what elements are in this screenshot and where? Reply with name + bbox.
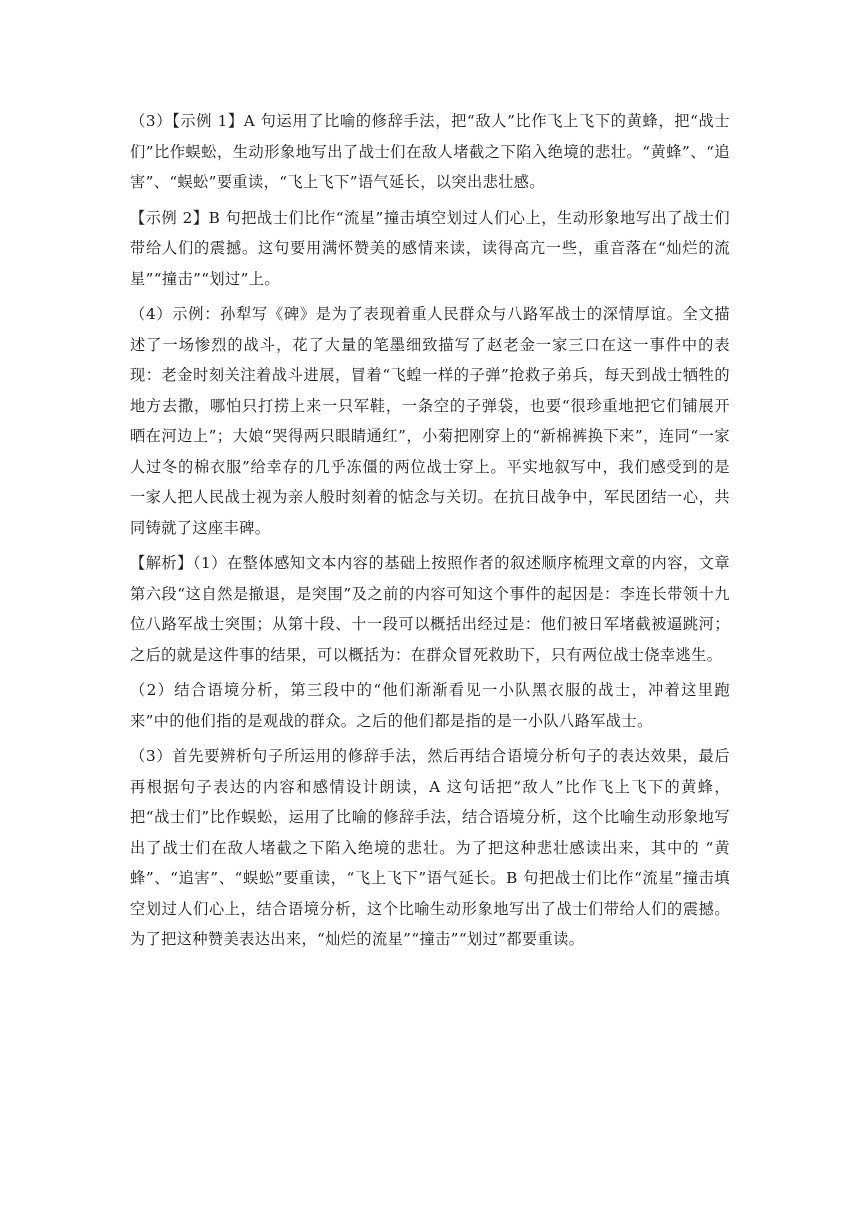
paragraph-answer-4: （4）示例：孙犁写《碑》是为了表现着重人民群众与八路军战士的深情厚谊。全文描述了一场惨烈的战斗，花了大量的笔墨细致描写了赵老金一家三口在这一事件中的表现：老金时刻关注着战斗进展，冒着“飞蝗一样的子弹”抢救子弟兵，每天到战士牺牲的地方去撒，哪怕只打捞上来一只军鞋，一条空的子弹袋，也要“很珍重地把它们铺展开晒在河边上”；大娘“哭得两只眼睛通红”，小菊把刚穿上的“新棉裤换下来”，连同“一家人过冬的棉衣服”给幸存的几乎冻僵的两位战士穿上。平实地叙写中，我们感受到的是一家人把人民战士视为亲人般时刻着的惦念与关切。在抗日战争中，军民团结一心，共同铸就了这座丰碑。 (130, 305, 730, 537)
paragraph-analysis-1: 【解析】（1）在整体感知文本内容的基础上按照作者的叙述顺序梳理文章的内容，文章第六段“这自然是撤退，是突围”及之前的内容可知这个事件的起因是：李连长带领十九位八路军战士突围；从第十段、十一段可以概括出经过是：他们被日军堵截被逼跳河；之后的就是这件事的结果，可以概括为：在群众冒死救助下，只有两位战士侥幸逃生。 (130, 554, 730, 664)
paragraph-example-2: 【示例 2】B 句把战士们比作“流星”撞击填空划过人们心上，生动形象地写出了战士们带给人们的震撼。这句要用满怀赞美的感情来读，读得高亢一些，重音落在“灿烂的流星”“撞击”“划过”上。 (130, 208, 730, 288)
document-body (130, 106, 730, 960)
paragraph-analysis-2: （2）结合语境分析，第三段中的“他们渐渐看见一小队黑衣服的战士，冲着这里跑来”中的他们指的是观战的群众。之后的他们都是指的是一小队八路军战士。 (130, 681, 730, 730)
paragraph-analysis-3: （3）首先要辨析句子所运用的修辞手法，然后再结合语境分析句子的表达效果，最后再根据句子表达的内容和感情设计朗读，A 这句话把“敌人”比作飞上飞下的黄蜂，把“战士们”比作蜈蚣，运用了比喻的修辞手法，结合语境分析，这个比喻生动形象地写出了战士们在敌人堵截之下陷入绝境的悲壮。为了把这种悲壮感读出来，其中的 “黄蜂”、“追害”、“蜈蚣”要重读，“飞上飞下”语气延长。B 句把战士们比作“流星”撞击填空划过人们心上，结合语境分析，这个比喻生动形象地写出了战士们带给人们的震撼。为了把这种赞美表达出来，“灿烂的流星”“撞击”“划过”都要重读。 (130, 747, 730, 948)
paragraph-example-1: （3）【示例 1】A 句运用了比喻的修辞手法，把“敌人”比作飞上飞下的黄蜂，把“战士们”比作蜈蚣，生动形象地写出了战士们在敌人堵截之下陷入绝境的悲壮。“黄蜂”、“追害”、“蜈蚣”要重读，“飞上飞下”语气延长，以突出悲壮感。 (130, 112, 730, 191)
